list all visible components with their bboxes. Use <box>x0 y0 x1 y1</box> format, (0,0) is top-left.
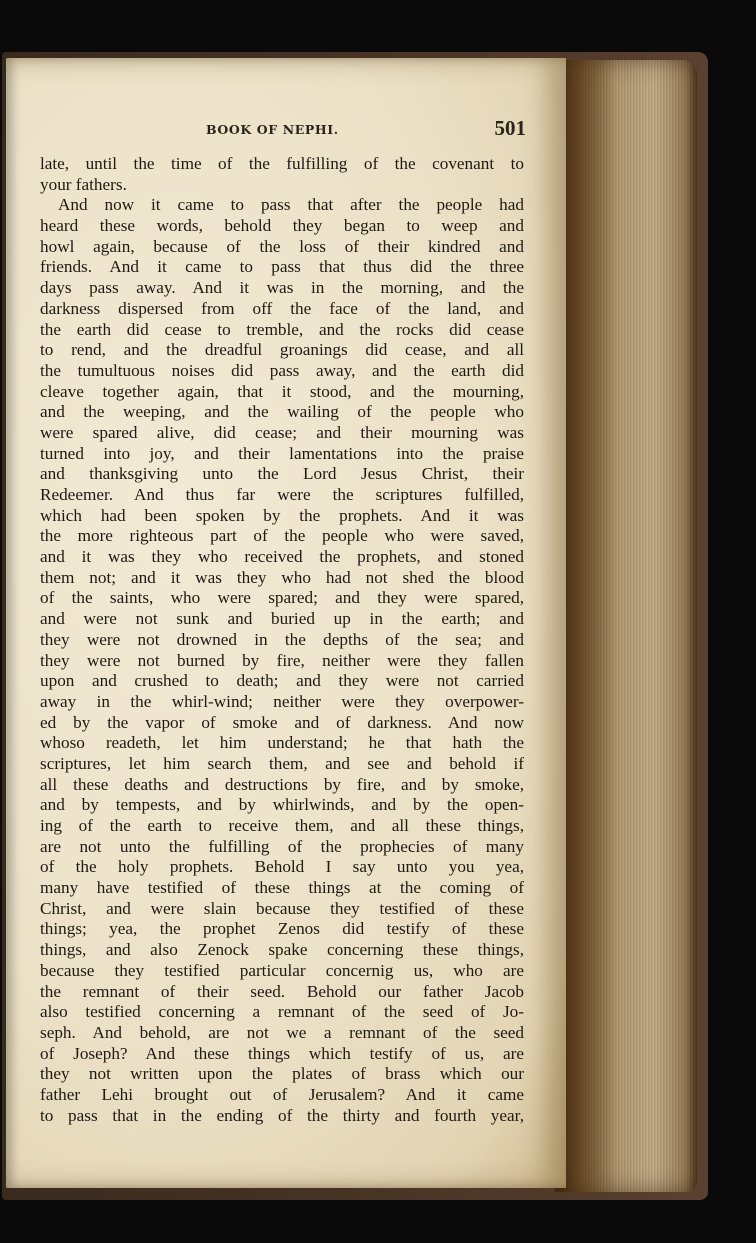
text-line: ed by the vapor of smoke and of darkness. And now <box>40 712 524 732</box>
text-line: whoso readeth, let him understand; he that hath the <box>40 733 524 753</box>
text-line: of the holy prophets. Behold I say unto you yea, <box>40 857 524 877</box>
text-line: of the saints, who were spared; and they were spared, <box>40 588 524 608</box>
text-line: all these deaths and destructions by fire, and by smoke, <box>40 774 524 794</box>
text-line: friends. And it came to pass that thus did the three <box>40 257 524 277</box>
page-number: 501 <box>494 116 526 140</box>
text-line: heard these words, behold they began to weep and <box>40 216 524 236</box>
text-line: seph. And behold, are not we a remnant of the seed <box>40 1022 524 1042</box>
text-line: the remnant of their seed. Behold our father Jacob <box>40 981 524 1001</box>
text-line: Christ, and were slain because they testified of these <box>40 898 524 918</box>
body-text <box>40 154 524 1126</box>
text-line: days pass away. And it was in the morning, and the <box>40 278 524 298</box>
text-line: and the weeping, and the wailing of the people who <box>40 402 524 422</box>
book-page <box>6 58 566 1188</box>
text-line: them not; and it was they who had not shed the blood <box>40 567 524 587</box>
text-line: and it was they who received the prophets, and stoned <box>40 547 524 567</box>
text-line: things; yea, the prophet Zenos did testify of these <box>40 919 524 939</box>
text-line: they were not burned by fire, neither were they fallen <box>40 650 524 670</box>
text-line: cleave together again, that it stood, and the mourning, <box>40 381 524 401</box>
text-line: to rend, and the dreadful groanings did cease, and all <box>40 340 524 360</box>
text-line: they were not drowned in the depths of the sea; and <box>40 629 524 649</box>
text-line: also testified concerning a remnant of the seed of Jo- <box>40 1002 524 1022</box>
text-line: scriptures, let him search them, and see and behold if <box>40 753 524 773</box>
text-line: and thanksgiving unto the Lord Jesus Christ, their <box>40 464 524 484</box>
text-line: Redeemer. And thus far were the scriptures fulfilled, <box>40 485 524 504</box>
text-line: and were not sunk and buried up in the earth; and <box>40 609 524 629</box>
text-line: your fathers. <box>40 174 127 194</box>
text-line: the tumultuous noises did pass away, and the earth did <box>40 360 524 380</box>
text-line: the more righteous part of the people who were saved, <box>40 526 524 546</box>
text-line: late, until the time of the fulfilling of the covenant to <box>40 154 524 173</box>
text-line: to pass that in the ending of the thirty and fourth year, <box>40 1105 524 1125</box>
page-header <box>40 116 526 144</box>
text-line: of Joseph? And these things which testify of us, are <box>40 1043 524 1063</box>
text-line: father Lehi brought out of Jerusalem? And it came <box>40 1084 524 1104</box>
text-line: turned into joy, and their lamentations into the praise <box>40 443 524 463</box>
text-line: ing of the earth to receive them, and all these things, <box>40 816 524 835</box>
text-line: and by tempests, and by whirlwinds, and by the open- <box>40 795 524 815</box>
text-line: away in the whirl-wind; neither were they overpower- <box>40 691 524 711</box>
text-line: which had been spoken by the prophets. And it was <box>40 505 524 525</box>
text-line: they not written upon the plates of brass which our <box>40 1064 524 1084</box>
text-line: were spared alive, did cease; and their mourning was <box>40 422 524 442</box>
text-line: many have testified of these things at the coming of <box>40 878 524 898</box>
text-line: upon and crushed to death; and they were not carried <box>40 671 524 691</box>
text-line: howl again, because of the loss of their kindred and <box>40 236 524 256</box>
text-line: things, and also Zenock spake concerning these things, <box>40 940 524 960</box>
running-head: BOOK OF NEPHI. <box>206 122 339 137</box>
text-line: are not unto the fulfilling of the prophecies of many <box>40 836 524 856</box>
text-line: darkness dispersed from off the face of the land, and <box>40 298 524 318</box>
text-line: And now it came to pass that after the people had <box>58 195 524 215</box>
text-line: because they testified particular concernig us, who are <box>40 960 524 980</box>
text-line: the earth did cease to tremble, and the rocks did cease <box>40 319 524 339</box>
